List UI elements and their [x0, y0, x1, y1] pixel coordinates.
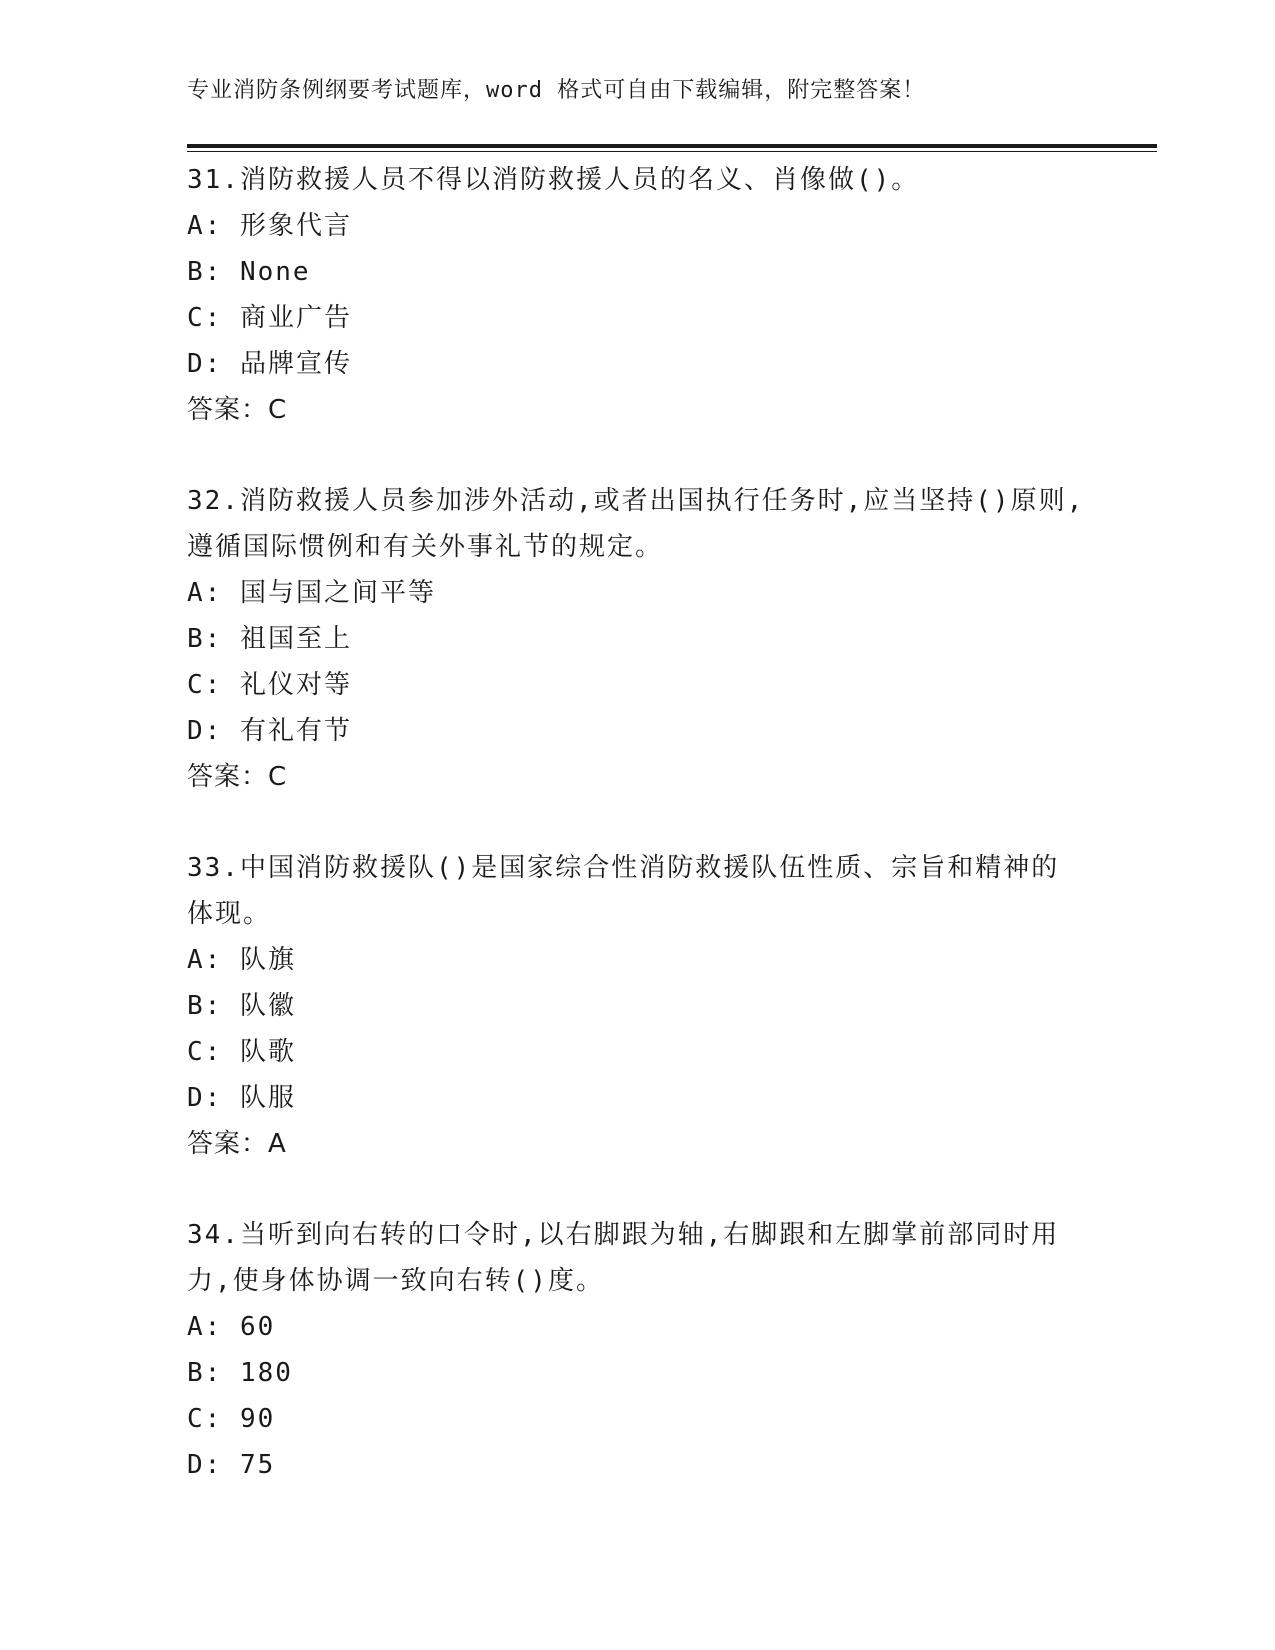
question-list	[187, 157, 1087, 1533]
answer: 答案：C	[187, 395, 288, 425]
question-text: 32.消防救援人员参加涉外活动,或者出国执行任务时,应当坚持()原则,遵循国际惯例和有关外事礼节的规定。	[187, 486, 1085, 562]
option-c: C: 90	[187, 1404, 276, 1434]
question-34	[187, 1212, 1087, 1488]
header-rule-thick	[187, 144, 1157, 148]
option-c: C: 礼仪对等	[187, 670, 352, 700]
question-33	[187, 845, 1087, 1167]
option-a: A: 形象代言	[187, 211, 352, 241]
answer: 答案：A	[187, 1129, 287, 1159]
option-a: A: 队旗	[187, 945, 296, 975]
page-header: 专业消防条例纲要考试题库，word 格式可自由下载编辑，附完整答案！	[187, 78, 926, 103]
question-text: 31.消防救援人员不得以消防救援人员的名义、肖像做()。	[187, 165, 920, 195]
question-31	[187, 157, 1087, 433]
header-rule-thin	[187, 151, 1157, 152]
option-b: B: 队徽	[187, 991, 296, 1021]
option-b: B: 祖国至上	[187, 624, 352, 654]
question-text: 33.中国消防救援队()是国家综合性消防救援队伍性质、宗旨和精神的体现。	[187, 853, 1060, 929]
question-text: 34.当听到向右转的口令时,以右脚跟为轴,右脚跟和左脚掌前部同时用力,使身体协调一致向右转()度。	[187, 1220, 1060, 1296]
option-c: C: 商业广告	[187, 303, 352, 333]
option-b: B: None	[187, 257, 311, 287]
option-d: D: 品牌宣传	[187, 349, 352, 379]
question-32	[187, 478, 1087, 800]
option-c: C: 队歌	[187, 1037, 296, 1067]
option-b: B: 180	[187, 1358, 293, 1388]
option-d: D: 75	[187, 1450, 276, 1480]
option-d: D: 队服	[187, 1083, 296, 1113]
answer: 答案：C	[187, 762, 288, 792]
option-a: A: 60	[187, 1312, 276, 1342]
option-a: A: 国与国之间平等	[187, 578, 436, 608]
option-d: D: 有礼有节	[187, 716, 352, 746]
